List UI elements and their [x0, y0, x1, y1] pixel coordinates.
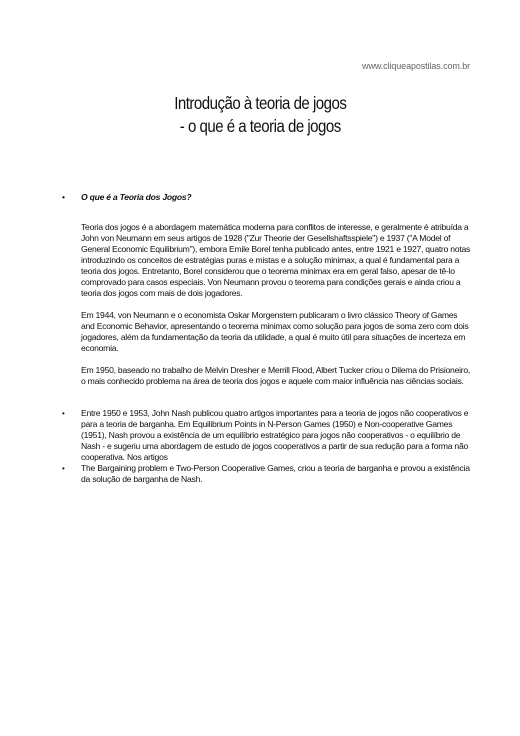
- site-watermark: www.cliqueapostilas.com.br: [362, 61, 470, 71]
- bullet-item-bargaining: [62, 463, 472, 485]
- paragraph: Em 1944, von Neumann e o economista Oskar Morgenstern publicaram o livro clássico Theory of Games and Economic Behavior, apresentando o teorema minimax como solução para jogos de soma zero com dois jogadores, além da fundamentação da teoria da utilidade, a qual é muito útil para situações de incerteza em economia.: [81, 310, 469, 353]
- bullet-icon: •: [62, 409, 65, 418]
- section-heading: [62, 192, 472, 203]
- title-line-1: Introdução à teoria de jogos: [174, 93, 347, 113]
- paragraph: Em 1950, baseado no trabalho de Melvin Dresher e Merrill Flood, Albert Tucker criou o Dilema do Prisioneiro, o mais conhecido problema na área de teoria dos jogos e aquele com maior influência nas ciências sociais.: [81, 365, 471, 386]
- heading-text: O que é a Teoria dos Jogos?: [81, 192, 192, 202]
- bullet-icon: •: [62, 464, 65, 473]
- bullet-icon: •: [62, 193, 65, 202]
- paragraph: Teoria dos jogos é a abordagem matemática moderna para conflitos de interesse, e geralmente é atribuída a John von Neumann em seus artigos de 1928 ("Zur Theorie der Gesellshaftsspiele") e 1937 ("A Model of General Economic Equilibrium"), embora Emile Borel tenha publicado antes, entre 1921 e 1927, quatro notas introduzindo os conceitos de estratégias puras e mistas e a solução minimax, a qual é fundamental para a teoria dos jogos. Entretanto, Borel considerou que o teorema minimax era em geral falso, apesar de tê-lo comprovado para casos especiais. Von Neumann provou o teorema para condições gerais e ainda criou a teoria dos jogos com mais de dois jogadores.: [81, 222, 471, 298]
- document-body: [62, 192, 472, 485]
- bullet-text: Entre 1950 e 1953, John Nash publicou quatro artigos importantes para a teoria de jogos não cooperativos e para a teoria de barganha. Em Equilibrium Points in N-Person Games (1950) e Non-cooperative Games (1951), Nash provou a existência de um equilíbrio estratégico para jogos não cooperativos - o equilíbrio de Nash - e sugeriu uma abordagem de estudo de jogos cooperativos a partir de sua redução para a forma não cooperativa. Nos artigos: [81, 408, 469, 462]
- bullet-text: The Bargaining problem e Two-Person Cooperative Games, criou a teoria de barganha e provou a existência da solução de barganha de Nash.: [81, 463, 470, 484]
- bullet-item-nash-articles: [62, 408, 472, 463]
- title-line-2: - o que é a teoria de jogos: [179, 116, 341, 136]
- page-title: [37, 92, 484, 138]
